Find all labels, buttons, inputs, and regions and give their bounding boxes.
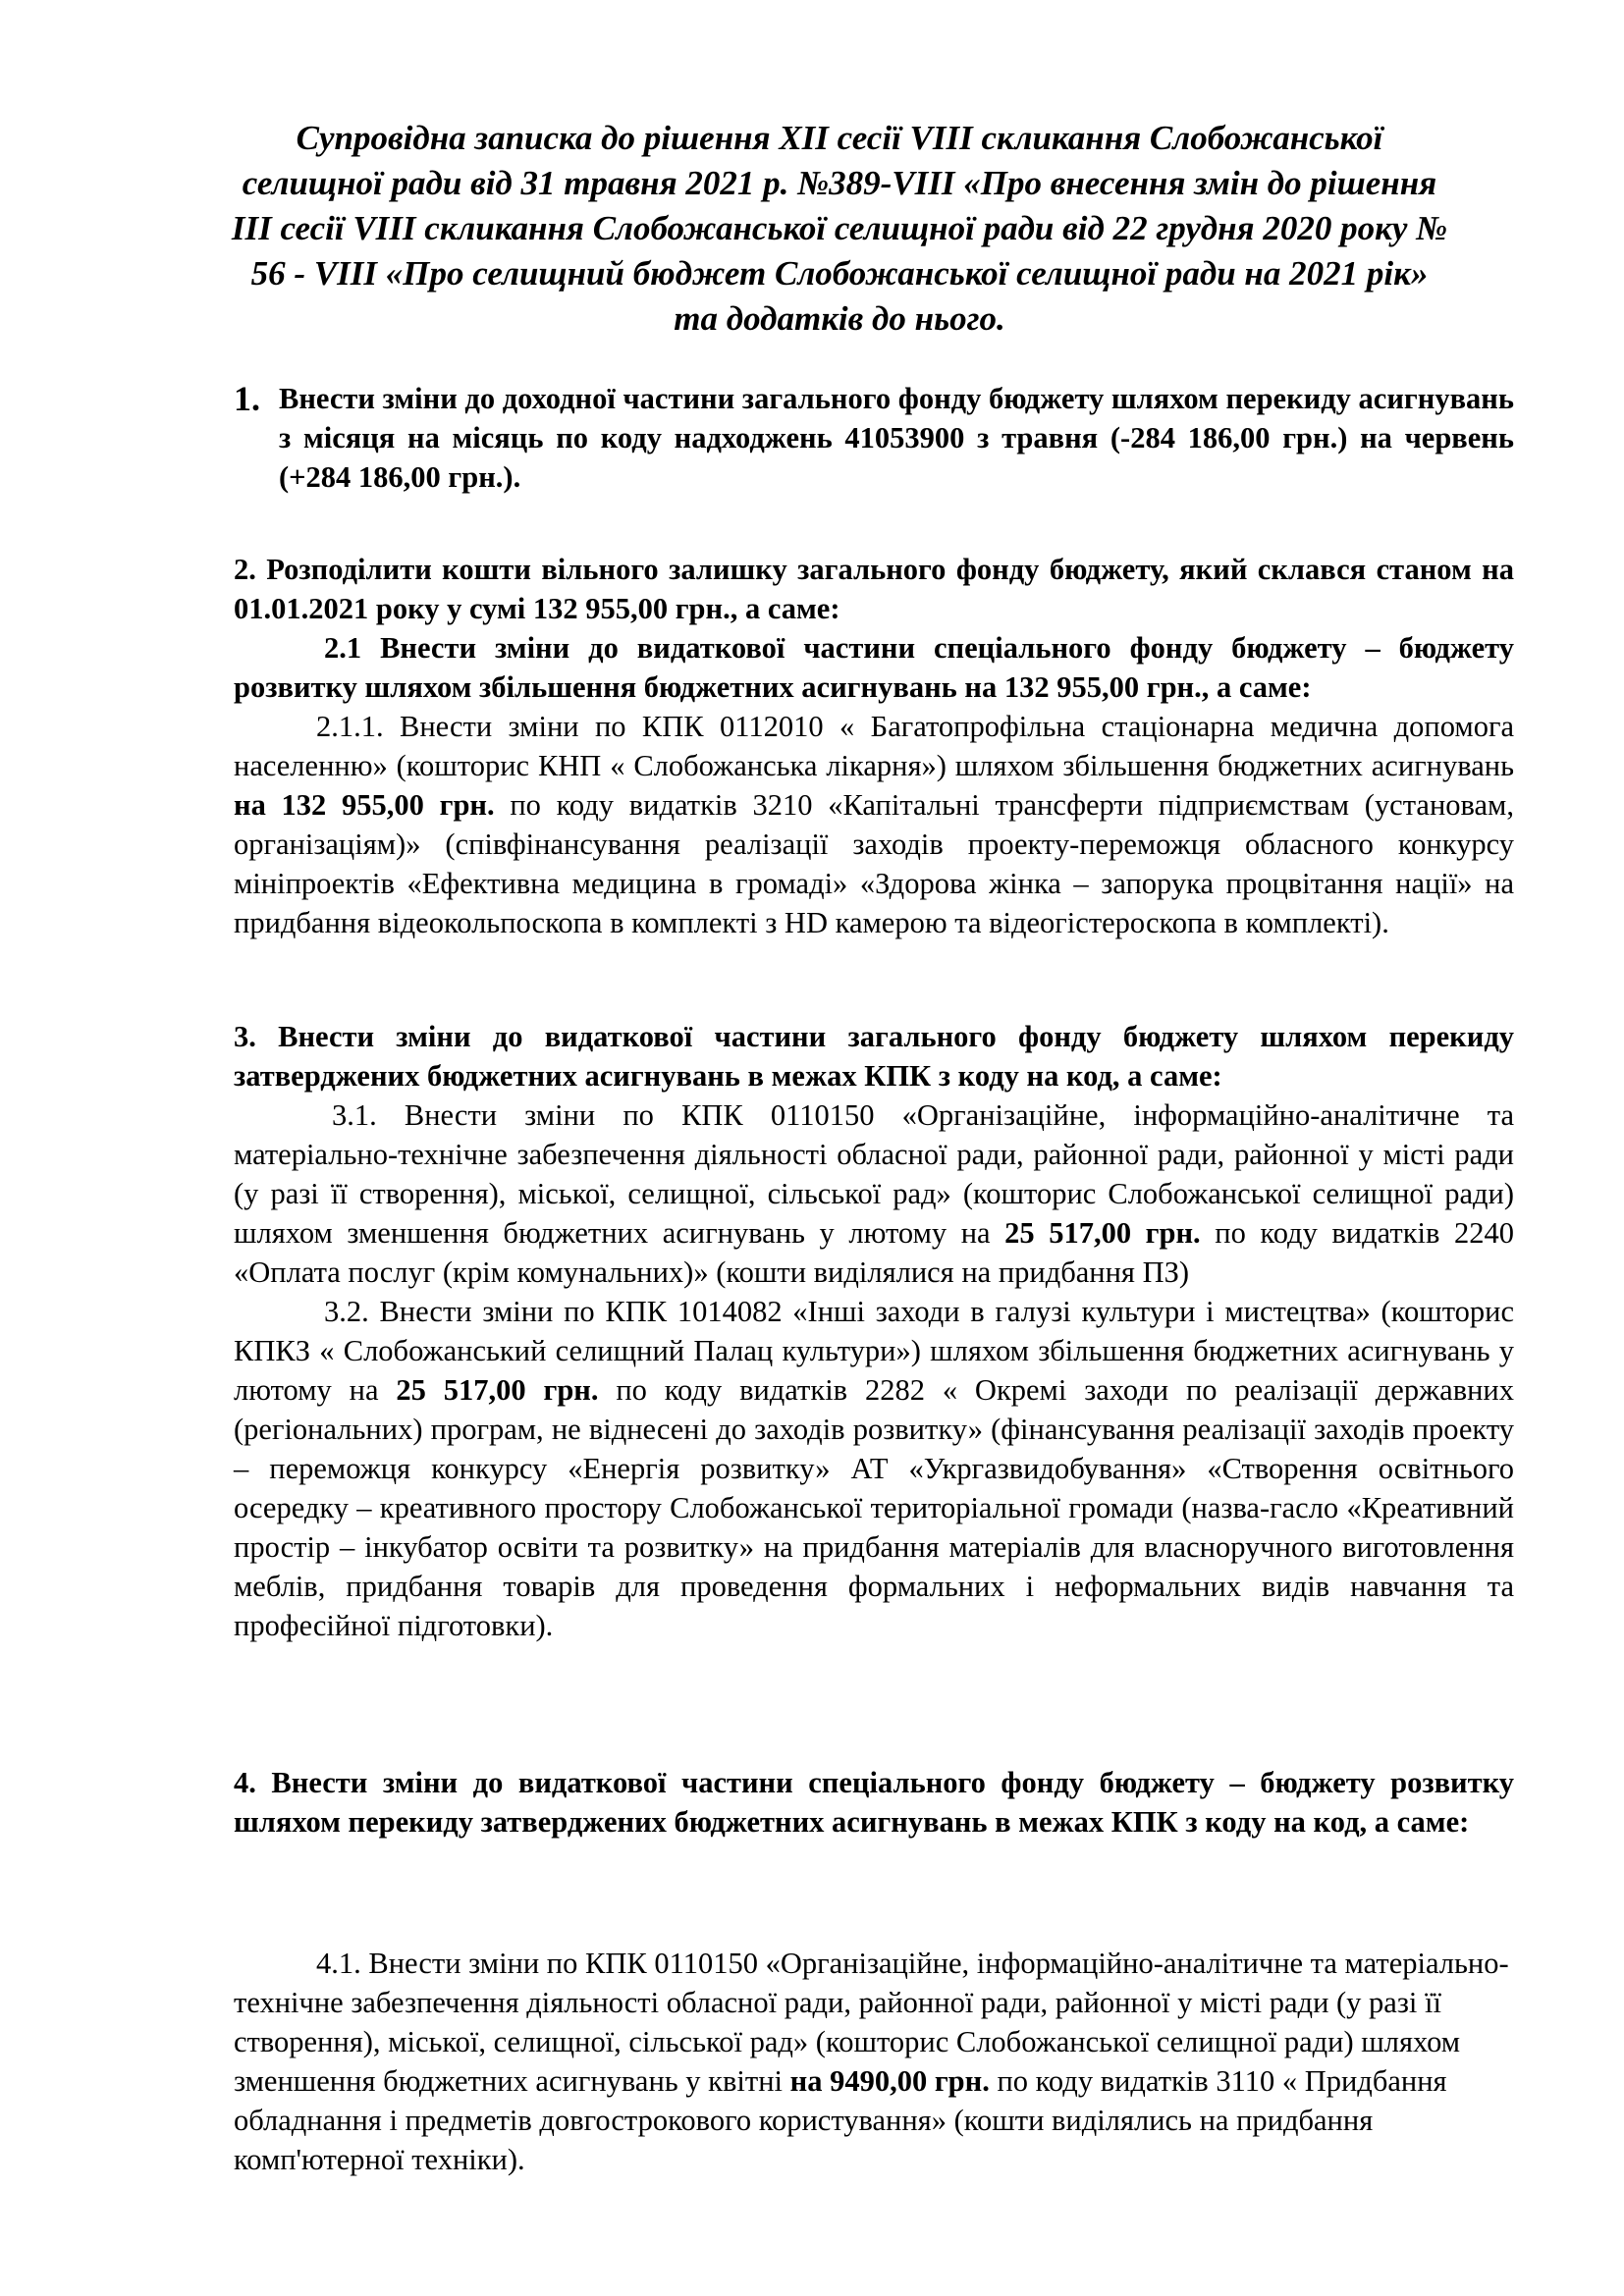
section-3-heading: 3. Внести зміни до видаткової частини загального фонду бюджету шляхом перекиду затверджених бюджетних асигнувань в межах КПК з коду на код, а саме: — [234, 1020, 1514, 1093]
section-4-body — [234, 1944, 1514, 2179]
amount-text: на 132 955,00 грн. — [234, 788, 495, 822]
section-4-heading: 4. Внести зміни до видаткової частини спеціального фонду бюджету – бюджету розвитку шляхом перекиду затверджених бюджетних асигнувань в межах КПК з коду на код, а саме: — [234, 1766, 1514, 1839]
paragraph-text: по коду видатків 2282 « Окремі заходи по реалізації державних (регіональних) програм, не віднесені до заходів розвитку» (фінансування реалізації заходів проекту – переможця конкурсу «Енергія розвитку» АТ «Укргазвидобування» «Створення освітнього осередку – креативного простору Слобожанської територіальної громади (назва-гасло «Креативний простір – інкубатор освіти та розвитку» на придбання матеріалів для власноручного виготовлення меблів, придбання товарів для проведення формальних і неформальних видів навчання та професійної підготовки). — [234, 1373, 1514, 1642]
section-4-1-paragraph — [234, 1944, 1514, 2179]
paragraph-text: по коду видатків 3210 «Капітальні трансферти підприємствам (установам, організаціям)» (співфінансування реалізації заходів проекту-переможця обласного конкурсу мініпроектів «Ефективна медицина в громаді» «Здорова жінка – запорука процвітання нації» на придбання відеокольпоскопа в комплекті з HD камерою та відеогістероскопа в комплекті). — [234, 788, 1514, 939]
section-1 — [234, 379, 1514, 497]
section-3-1-paragraph — [234, 1095, 1514, 1292]
section-1-text: Внести зміни до доходної частини загального фонду бюджету шляхом перекиду асигнувань з місяця на місяць по коду надходжень 41053900 з травня (-284 186,00 грн.) на червень (+284 186,00 грн.). — [279, 382, 1514, 494]
section-3-2-paragraph — [234, 1292, 1514, 1645]
section-4 — [234, 1763, 1514, 1842]
paragraph-text: 2.1.1. Внести зміни по КПК 0112010 « Багатопрофільна стаціонарна медична допомога населенню» (кошторис КНП « Слобожанська лікарня») шляхом збільшення бюджетних асигнувань — [234, 710, 1514, 782]
section-3 — [234, 1017, 1514, 1645]
section-2 — [234, 550, 1514, 942]
paragraph-text: 4.1. Внести зміни по КПК 0110150 «Організаційне, інформаційно-аналітичне та матеріально-технічне забезпечення діяльності обласної ради, районної ради, районної у місті ради (у разі її створення), міської, селищної, сільської рад» (кошторис Слобожанської селищної ради) шляхом зменшення бюджетних асигнувань у квітні — [234, 1947, 1509, 2098]
paragraph-text: по коду видатків 2240 «Оплата послуг (крім комунальних)» (кошти виділялися на придбання ПЗ) — [234, 1216, 1514, 1289]
amount-text: 25 517,00 грн. — [1004, 1216, 1201, 1250]
amount-text: 25 517,00 грн. — [396, 1373, 599, 1407]
paragraph-text: по коду видатків 3110 « Придбання обладнання і предметів довгострокового користування» (кошти виділялись на придбання комп'ютерної техніки). — [234, 2064, 1447, 2176]
paragraph-text: 3.2. Внести зміни по КПК 1014082 «Інші заходи в галузі культури і мистецтва» (кошторис КПКЗ « Слобожанський селищний Палац культури») шляхом збільшення бюджетних асигнувань у лютому на — [234, 1295, 1514, 1407]
paragraph-text: 3.1. Внести зміни по КПК 0110150 «Організаційне, інформаційно-аналітичне та матеріально-технічне забезпечення діяльності обласної ради, районної ради, районної у місті ради (у разі її створення), міської, селищної, сільської рад» (кошторис Слобожанської селищної ради) шляхом зменшення бюджетних асигнувань у лютому на — [234, 1098, 1514, 1250]
document-title: Супровідна записка до рішення ХІІ сесії VIII скликання Слобожанської селищної ради від 31 травня 2021 р. №389-VIII «Про внесення змін до рішення ІІІ сесії VIII скликання Слобожанської селищної ради від 22 грудня 2020 року № 56 - VIII «Про селищний бюджет Слобожанської селищної ради на 2021 рік» та додатків до нього. — [231, 119, 1448, 338]
section-1-number: 1. — [234, 379, 260, 418]
section-2-1-1-paragraph — [234, 707, 1514, 942]
section-2-heading: 2. Розподілити кошти вільного залишку загального фонду бюджету, який склався станом на 01.01.2021 року у сумі 132 955,00 грн., а саме: — [234, 553, 1514, 625]
amount-text: на 9490,00 грн. — [789, 2064, 990, 2098]
section-2-1-heading: 2.1 Внести зміни до видаткової частини спеціального фонду бюджету – бюджету розвитку шляхом збільшення бюджетних асигнувань на 132 955,00 грн., а саме: — [234, 631, 1514, 704]
